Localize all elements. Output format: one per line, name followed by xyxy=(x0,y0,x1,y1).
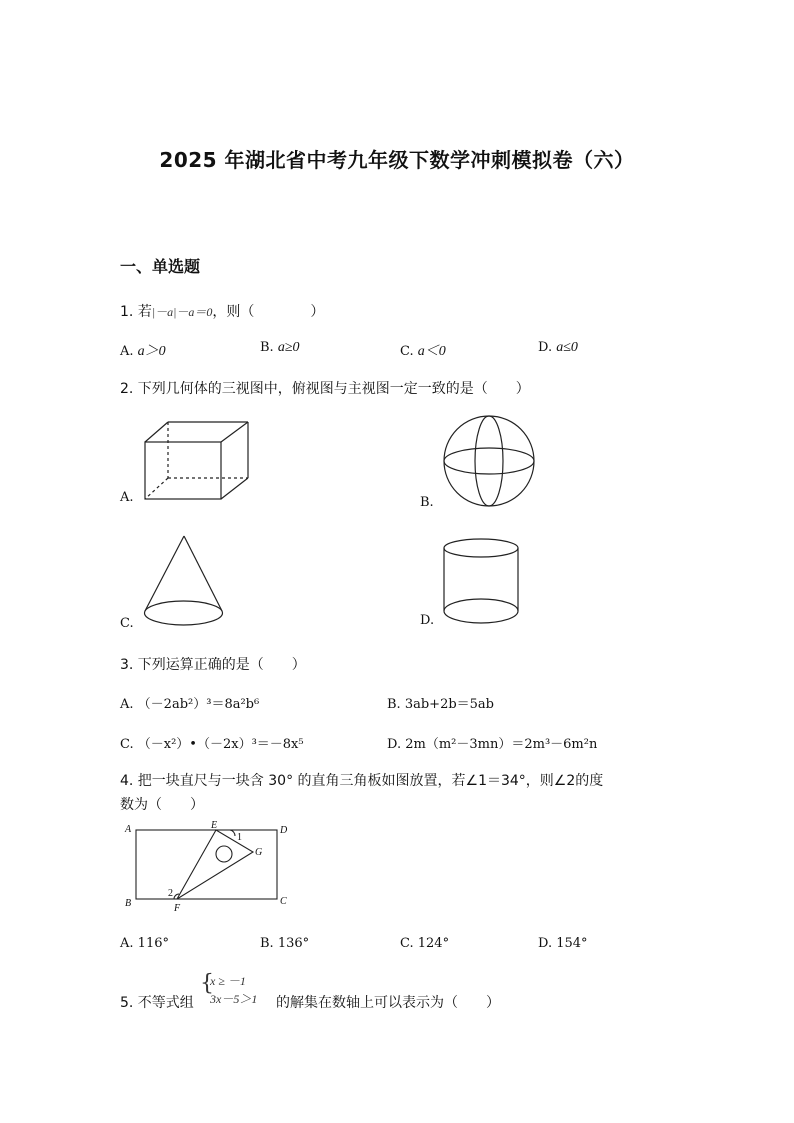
option-label: A. xyxy=(120,936,134,951)
option-text: （－x²）•（－2x）³＝－8x⁵ xyxy=(137,737,304,752)
question-5-post: 的解集在数轴上可以表示为（ ） xyxy=(276,995,500,1011)
question-4-line2: 数为（ ） xyxy=(120,797,204,813)
option-label: A. xyxy=(120,697,134,712)
q3-option-c[interactable] xyxy=(120,733,304,752)
question-1 xyxy=(120,301,324,321)
angle-1-label: 1 xyxy=(237,832,242,843)
q4-option-a[interactable] xyxy=(120,936,169,951)
option-label: C. xyxy=(400,936,414,951)
cone-figure xyxy=(140,533,230,629)
ruler-triangle-figure xyxy=(122,818,297,912)
q1-option-c[interactable] xyxy=(400,340,446,360)
option-value: 154° xyxy=(556,936,588,951)
q1-number: 1. xyxy=(120,304,134,320)
question-5-pre: 5. 不等式组 xyxy=(120,995,194,1011)
cylinder-figure xyxy=(440,536,524,628)
option-label: B. xyxy=(387,697,401,712)
option-label: D. xyxy=(387,737,402,752)
option-text: 3ab+2b＝5ab xyxy=(404,697,495,712)
q1-expression: |－a|－a＝0 xyxy=(151,305,213,319)
point-a-label: A xyxy=(125,824,132,835)
section-heading: 一、单选题 xyxy=(120,257,201,276)
option-label: C. xyxy=(120,737,134,752)
q3-option-b[interactable] xyxy=(387,693,494,712)
option-label: B. xyxy=(260,340,274,355)
q2-option-c[interactable]: C. xyxy=(120,616,134,631)
option-label: C. xyxy=(400,344,414,359)
q1-option-d[interactable] xyxy=(538,340,578,356)
q1-post: ，则（ ） xyxy=(212,304,325,320)
q2-option-b[interactable]: B. xyxy=(420,495,434,510)
cuboid-figure xyxy=(140,418,255,503)
q3-option-d[interactable] xyxy=(387,733,597,752)
q4-option-d[interactable] xyxy=(538,936,588,951)
question-2-text: 2. 下列几何体的三视图中，俯视图与主视图一定一致的是（ ） xyxy=(120,381,530,397)
point-e-label: E xyxy=(211,820,218,831)
point-g-label: G xyxy=(255,847,263,858)
q3-option-a[interactable] xyxy=(120,693,259,712)
q1-pre: 若 xyxy=(137,304,152,320)
option-label: D. xyxy=(538,936,553,951)
question-4-line1: 4. 把一块直尺与一块含 30° 的直角三角板如图放置，若∠1＝34°，则∠2的度 xyxy=(120,773,604,789)
option-label: D. xyxy=(538,340,553,355)
option-value: 116° xyxy=(137,936,169,951)
q1-option-a[interactable] xyxy=(120,340,166,360)
option-math: a＞0 xyxy=(137,344,166,359)
option-math: a≥0 xyxy=(277,340,300,355)
option-label: A. xyxy=(120,344,134,359)
q4-option-c[interactable] xyxy=(400,936,449,951)
option-text: （－2ab²）³＝8a²b⁶ xyxy=(137,697,260,712)
option-text: 2m（m²－3mn）＝2m³－6m²n xyxy=(405,737,598,752)
sphere-figure xyxy=(440,413,540,510)
point-b-label: B xyxy=(125,898,132,909)
point-f-label: F xyxy=(174,903,181,912)
point-c-label: C xyxy=(280,896,287,907)
option-value: 136° xyxy=(277,936,310,951)
option-value: 124° xyxy=(417,936,450,951)
point-d-label: D xyxy=(280,825,288,836)
system-line-1: x ≥ －1 xyxy=(210,974,246,988)
angle-2-label: 2 xyxy=(168,888,173,899)
option-math: a＜0 xyxy=(417,344,446,359)
q2-option-d[interactable]: D. xyxy=(420,613,435,628)
q2-option-a[interactable]: A. xyxy=(120,490,134,505)
system-brace: { xyxy=(200,971,214,996)
question-3-text: 3. 下列运算正确的是（ ） xyxy=(120,657,306,673)
page-title: 2025 年湖北省中考九年级下数学冲刺模拟卷（六） xyxy=(159,148,635,172)
option-math: a≤0 xyxy=(556,340,578,355)
q4-option-b[interactable] xyxy=(260,936,309,951)
system-line-2: 3x－5＞1 xyxy=(210,992,258,1006)
q1-option-b[interactable] xyxy=(260,340,300,356)
option-label: B. xyxy=(260,936,274,951)
